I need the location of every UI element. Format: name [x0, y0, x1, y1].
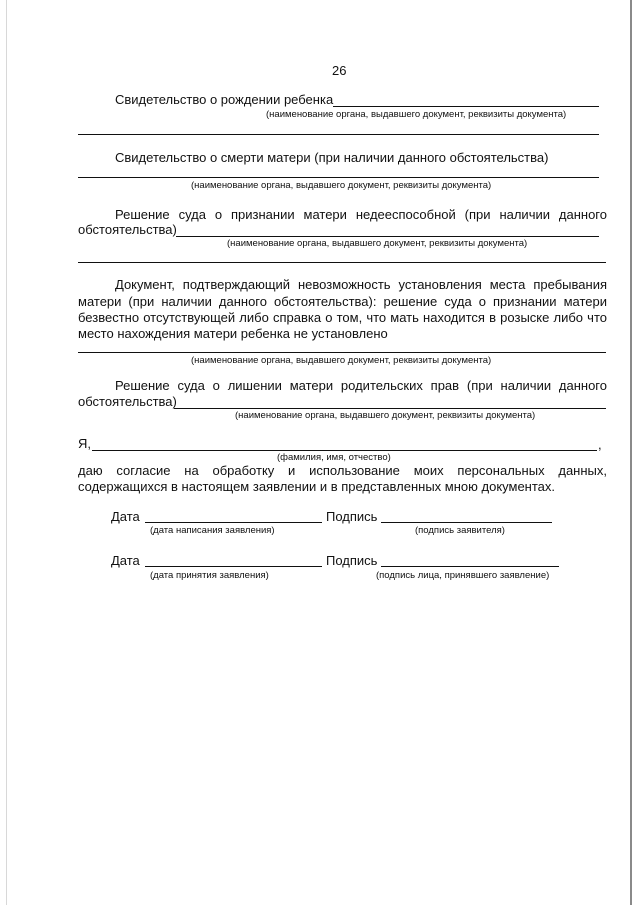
deprivation-text-line-1: Решение суда о лишении матери родительских прав (при наличии данного — [115, 378, 607, 393]
consent-text-line-1: даю согласие на обработку и использование моих персональных данных, — [78, 463, 607, 478]
whereabouts-field[interactable] — [78, 352, 606, 353]
signature-label-receiver: Подпись — [326, 553, 378, 568]
birth-cert-caption: (наименование органа, выдавшего документ, реквизиты документа) — [266, 109, 567, 120]
date-field-applicant[interactable] — [145, 522, 322, 523]
page-edge-left — [6, 0, 7, 905]
consent-suffix: , — [598, 437, 602, 452]
consent-prefix: Я, — [78, 436, 91, 451]
deprivation-field[interactable] — [174, 408, 606, 409]
date-caption-receiver: (дата принятия заявления) — [150, 570, 269, 581]
incapacity-field[interactable] — [176, 236, 599, 237]
deprivation-text-line-2: обстоятельства) — [78, 394, 177, 409]
whereabouts-text-line-4: место нахождения матери ребенка не установлено — [78, 326, 388, 341]
date-caption-applicant: (дата написания заявления) — [150, 525, 275, 536]
date-label-applicant: Дата — [111, 509, 140, 524]
signature-caption-receiver: (подпись лица, принявшего заявление) — [376, 570, 550, 581]
full-name-field[interactable] — [92, 450, 597, 451]
date-field-receiver[interactable] — [145, 566, 322, 567]
birth-cert-field[interactable] — [333, 106, 599, 107]
signature-label-applicant: Подпись — [326, 509, 378, 524]
page-number: 26 — [332, 63, 347, 78]
whereabouts-caption: (наименование органа, выдавшего документ, реквизиты документа) — [191, 355, 492, 366]
consent-text-line-2: содержащихся в настоящем заявлении и в представленных мною документах. — [78, 479, 556, 494]
death-cert-caption: (наименование органа, выдавшего документ, реквизиты документа) — [191, 180, 492, 191]
incapacity-text-line-1: Решение суда о признании матери недееспособной (при наличии данного — [115, 207, 607, 222]
death-cert-field[interactable] — [78, 177, 599, 178]
full-name-caption: (фамилия, имя, отчество) — [277, 452, 391, 463]
signature-field-applicant[interactable] — [381, 522, 552, 523]
death-cert-label: Свидетельство о смерти матери (при наличии данного обстоятельства) — [115, 150, 549, 165]
incapacity-field-continued[interactable] — [78, 262, 606, 263]
incapacity-caption: (наименование органа, выдавшего документ, реквизиты документа) — [227, 238, 528, 249]
whereabouts-text-line-1: Документ, подтверждающий невозможность установления места пребывания — [115, 277, 607, 292]
page-edge-right — [630, 0, 632, 905]
signature-caption-applicant: (подпись заявителя) — [415, 525, 505, 536]
birth-cert-label: Свидетельство о рождении ребенка — [115, 92, 334, 107]
birth-cert-field-continued[interactable] — [78, 134, 599, 135]
whereabouts-text-line-2: матери (при наличии данного обстоятельства): решение суда о признании матери — [78, 294, 607, 309]
whereabouts-text-line-3: безвестно отсутствующей либо справка о том, что мать находится в розыске либо что — [78, 310, 607, 325]
deprivation-caption: (наименование органа, выдавшего документ, реквизиты документа) — [235, 410, 536, 421]
date-label-receiver: Дата — [111, 553, 140, 568]
incapacity-text-line-2: обстоятельства) — [78, 222, 177, 237]
signature-field-receiver[interactable] — [381, 566, 559, 567]
